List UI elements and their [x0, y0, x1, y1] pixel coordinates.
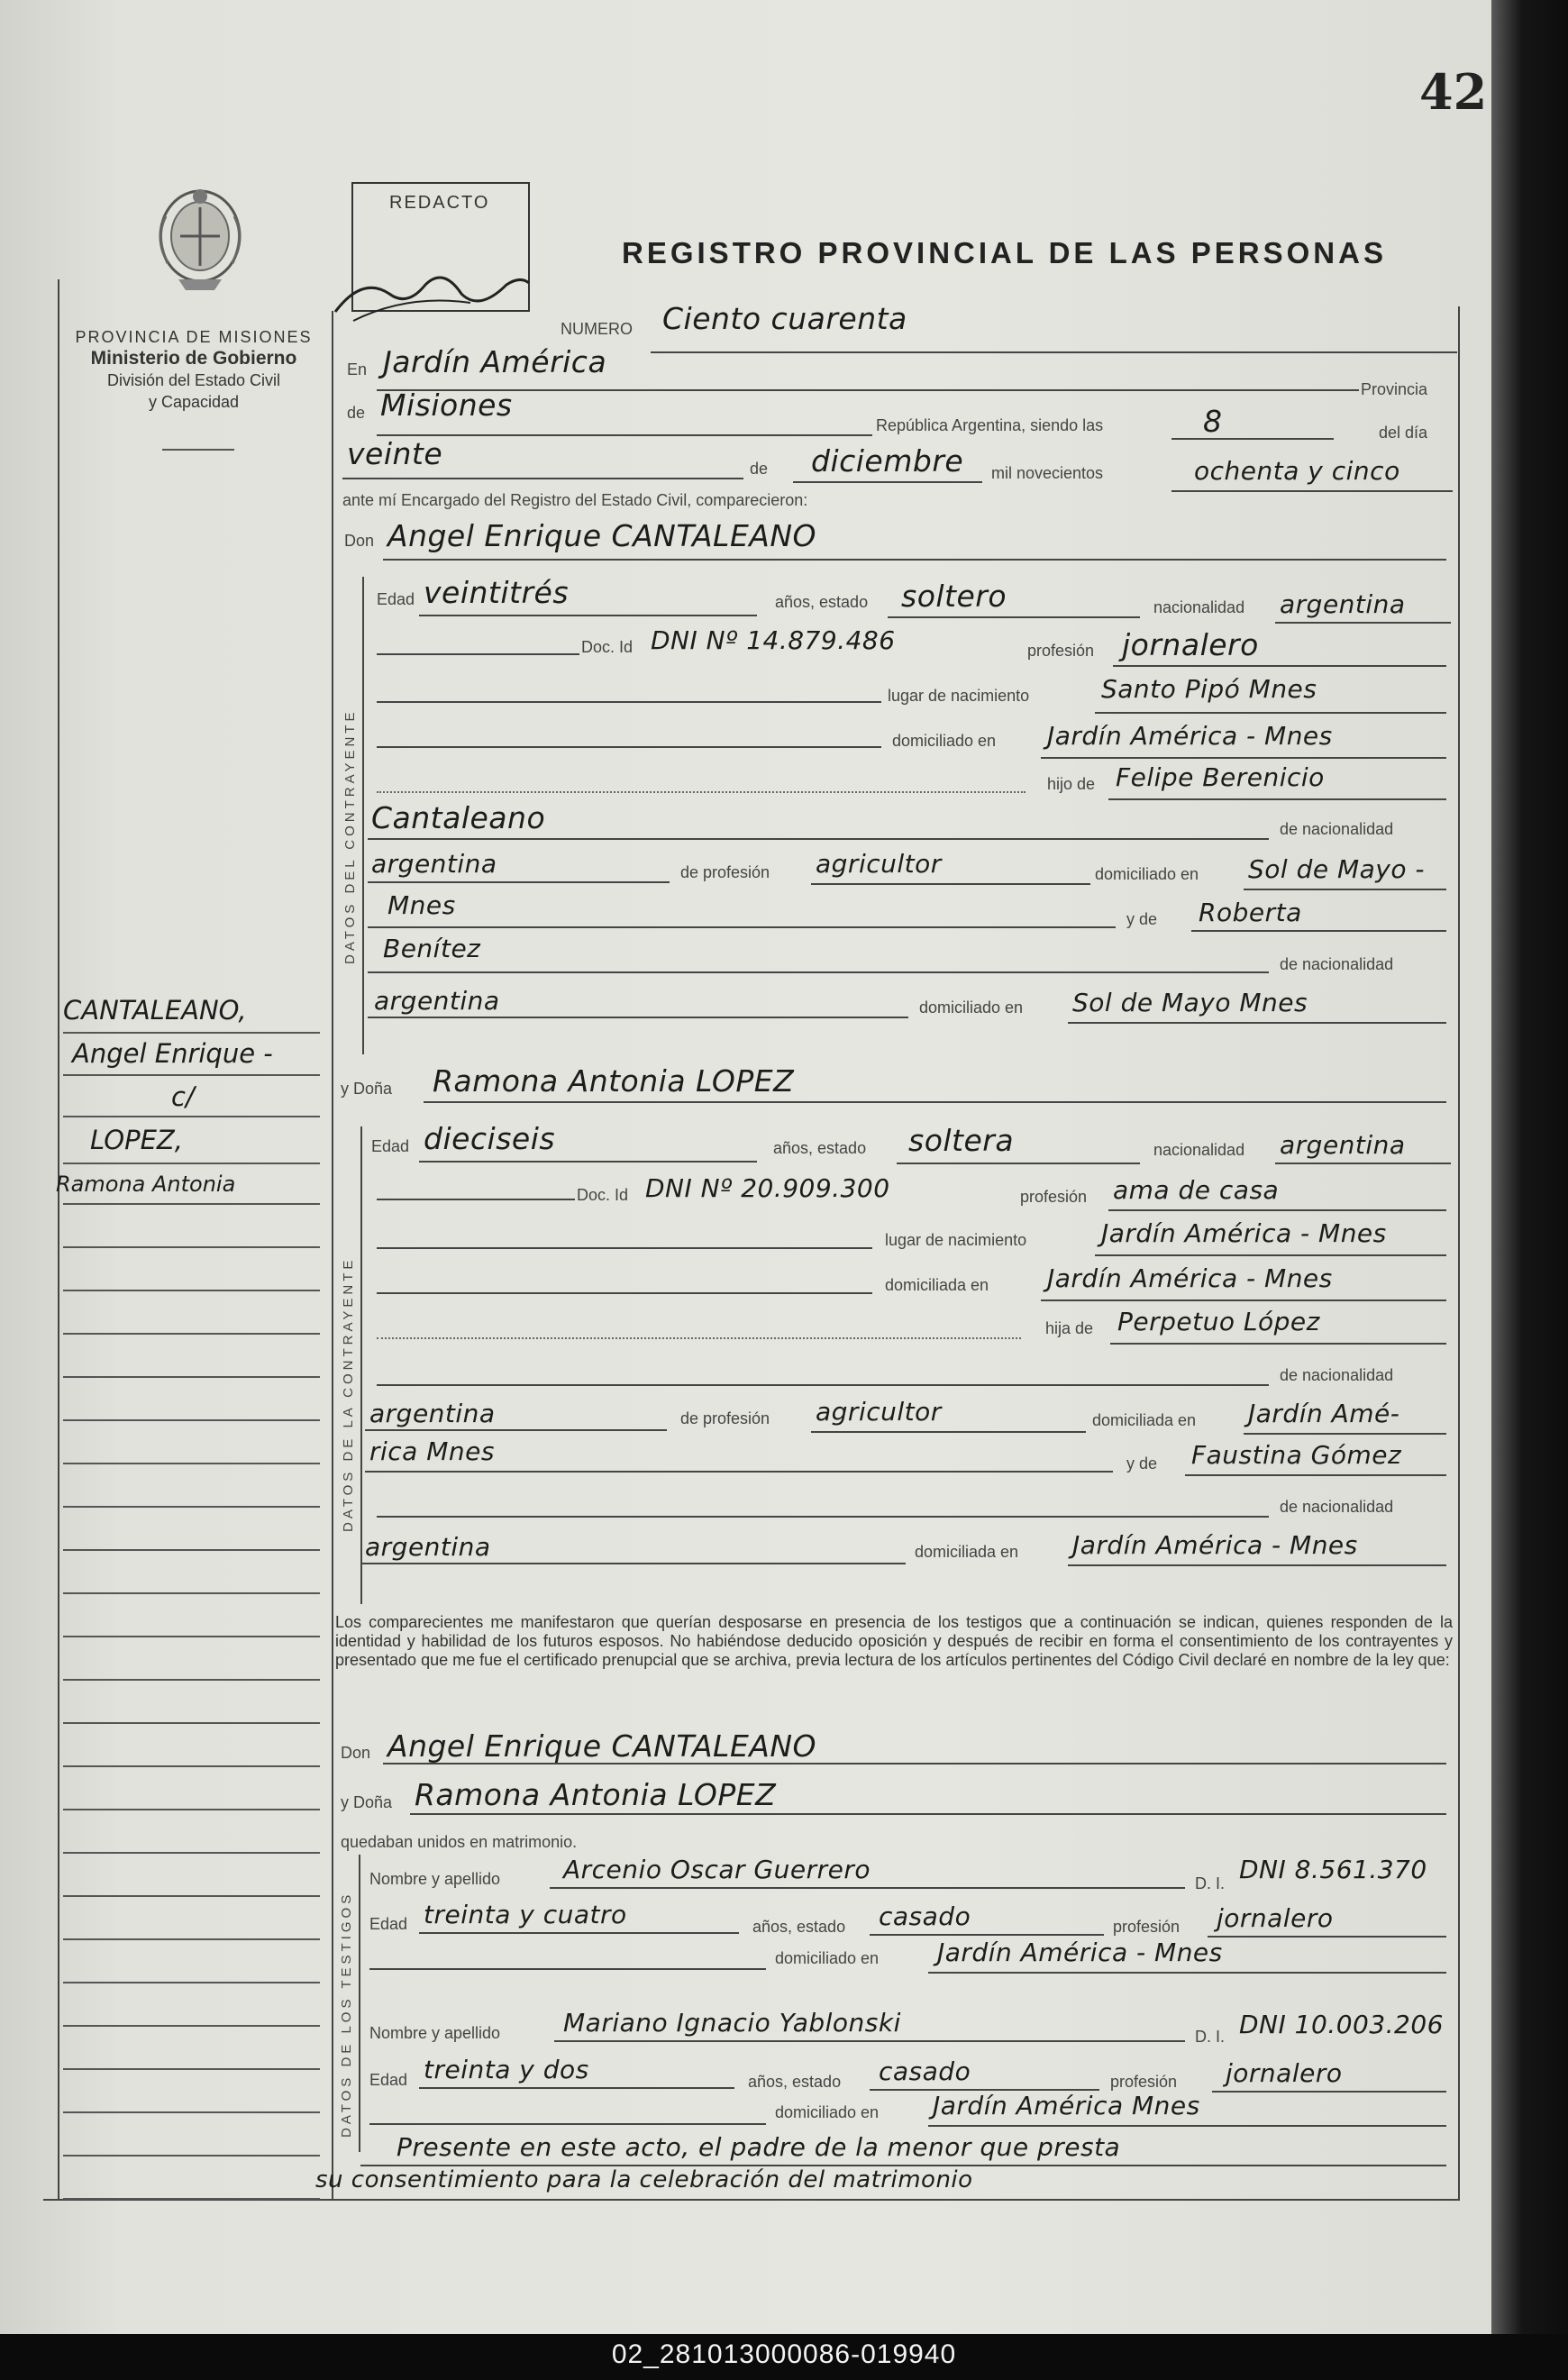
- ministry-block: [63, 326, 324, 413]
- margin-rule: [63, 1506, 320, 1508]
- divider: [888, 616, 1140, 618]
- divider: [365, 1429, 667, 1431]
- margin-rule: [63, 2155, 320, 2157]
- divider: [383, 1763, 1446, 1764]
- witness1-name: Arcenio Oscar Guerrero: [563, 1855, 871, 1884]
- nombre-apellido-label: Nombre y apellido: [369, 2024, 501, 2042]
- divider: [377, 1516, 1269, 1518]
- groom-nationality: argentina: [1280, 589, 1406, 619]
- page-title: REGISTRO PROVINCIAL DE LAS PERSONAS: [622, 236, 1387, 269]
- divider: [419, 615, 757, 616]
- bride-doc: DNI Nº 20.909.300: [645, 1173, 890, 1203]
- de-profesion-label: de profesión: [680, 1409, 770, 1427]
- groom-father-first: Felipe Berenicio: [1116, 762, 1325, 792]
- divider: [793, 481, 982, 483]
- margin-rule: [63, 2068, 320, 2070]
- en-label: En: [347, 360, 368, 378]
- witness2-age: treinta y dos: [424, 2055, 589, 2084]
- divider: [419, 1932, 739, 1934]
- province-label: PROVINCIA DE MISIONES: [75, 328, 313, 346]
- domiciliado-en-label: domiciliado en: [919, 999, 1024, 1017]
- witness2-status: casado: [879, 2056, 971, 2086]
- divider: [377, 746, 881, 748]
- divider: [1068, 1022, 1446, 1024]
- signature: [326, 258, 533, 330]
- divider: [377, 653, 579, 655]
- divider: [377, 1384, 1269, 1386]
- margin-rule: [63, 1852, 320, 1854]
- edad-label: Edad: [371, 1137, 410, 1155]
- margin-rule: [63, 1246, 320, 1248]
- de-label: de: [347, 404, 366, 422]
- di-label: D. I.: [1195, 2028, 1226, 2046]
- divider: [63, 1116, 320, 1117]
- divider: [651, 351, 1457, 353]
- margin-rule: [63, 1679, 320, 1681]
- anos-estado-label: años, estado: [775, 593, 869, 611]
- declared-groom: Angel Enrique CANTALEANO: [387, 1728, 817, 1764]
- groom-birthplace: Santo Pipó Mnes: [1101, 674, 1317, 704]
- edad-label: Edad: [369, 1915, 408, 1933]
- footer-identifier: 02_281013000086-019940: [611, 2339, 957, 2369]
- estado-label: años, estado: [748, 2073, 842, 2091]
- profesion-label: profesión: [1027, 642, 1095, 660]
- groom-mother-last: Benítez: [383, 934, 481, 963]
- witness1-age: treinta y cuatro: [424, 1900, 627, 1929]
- nacionalidad-label: nacionalidad: [1153, 1141, 1245, 1159]
- legal-paragraph: Los comparecientes me manifestaron que querían desposarse en presencia de los testigos que a continuación se indican, quienes responden de la identidad y habilidad de los futuros esposos. No habiéndose deducido oposición y después de recibir en forma el consentimiento de los contrayentes y presentado que me fue el certificado prenupcial que se archiva, previa lectura de los artículos pertinentes del Código Civil declaré en nombre de la ley que:: [335, 1613, 1453, 1669]
- margin-given-1: Angel Enrique -: [72, 1038, 273, 1069]
- nacionalidad-label: nacionalidad: [1153, 598, 1245, 616]
- groom-mother-address: Sol de Mayo Mnes: [1072, 988, 1308, 1017]
- ante-mi-label: ante mí Encargado del Registro del Estado Civil, comparecieron:: [342, 491, 808, 509]
- margin-rule: [63, 1982, 320, 1983]
- witness-section-border: [359, 1855, 360, 2152]
- divider: [1108, 798, 1446, 800]
- divider: [368, 926, 1116, 928]
- division-label: División del Estado Civil: [106, 371, 281, 389]
- page-number: 42: [1419, 63, 1488, 121]
- capacity-label: y Capacidad: [148, 393, 240, 411]
- nombre-apellido-label: Nombre y apellido: [369, 1870, 501, 1888]
- divider: [554, 2040, 1185, 2042]
- witness1-id: DNI 8.561.370: [1239, 1855, 1427, 1884]
- de-profesion-label: de profesión: [680, 863, 770, 881]
- quedaban-label: quedaban unidos en matrimonio.: [341, 1833, 578, 1851]
- witness1-profession: jornalero: [1217, 1903, 1334, 1933]
- divider: [1171, 490, 1453, 492]
- divider: [377, 389, 1359, 391]
- bride-status: soltera: [908, 1123, 1015, 1158]
- witness2-profession: jornalero: [1226, 2058, 1343, 2088]
- divider: [369, 1968, 766, 1970]
- datos-la-contrayente-label: DATOS DE LA CONTRAYENTE: [341, 1256, 356, 1532]
- divider: [377, 434, 872, 436]
- divider: [928, 1972, 1446, 1974]
- hour-value: 8: [1203, 404, 1223, 439]
- di-label: D. I.: [1195, 1874, 1226, 1892]
- doc-id-label: Doc. Id: [577, 1186, 629, 1204]
- de-nacionalidad-label: de nacionalidad: [1280, 1366, 1394, 1384]
- domiciliada-en-label: domiciliada en: [915, 1543, 1019, 1561]
- de-nacionalidad-label: de nacionalidad: [1280, 1498, 1394, 1516]
- divider: [63, 1032, 320, 1034]
- margin-rule: [63, 1376, 320, 1378]
- declared-bride: Ramona Antonia LOPEZ: [415, 1777, 777, 1812]
- divider: [162, 449, 234, 451]
- bride-nationality: argentina: [1280, 1130, 1406, 1160]
- edad-label: Edad: [377, 590, 415, 608]
- provincial-seal-icon: [146, 180, 254, 297]
- divider: [365, 1471, 1113, 1473]
- margin-rule: [63, 1938, 320, 1940]
- divider: [63, 1074, 320, 1076]
- form-left-border: [332, 311, 333, 2199]
- domiciliado-label: domiciliado en: [775, 1949, 880, 1967]
- divider: [369, 2123, 766, 2125]
- margin-rule: [63, 2025, 320, 2027]
- book-spine: [1491, 0, 1568, 2334]
- divider: [377, 1292, 872, 1294]
- divider: [377, 791, 1026, 793]
- bride-section-border: [360, 1126, 362, 1604]
- profesion-label: profesión: [1020, 1188, 1088, 1206]
- bride-profession: ama de casa: [1113, 1175, 1280, 1205]
- divider: [1068, 1564, 1446, 1566]
- margin-rule: [63, 1722, 320, 1724]
- divider: [342, 478, 743, 479]
- day-value: veinte: [347, 436, 443, 471]
- divider: [377, 701, 881, 703]
- bride-father: Perpetuo López: [1117, 1307, 1320, 1336]
- divider: [1110, 1343, 1446, 1345]
- don-label: Don: [344, 532, 375, 550]
- divider: [1244, 1433, 1446, 1435]
- en-value: Jardín América: [383, 344, 607, 379]
- margin-surname-1: CANTALEANO,: [63, 995, 247, 1026]
- witness1-address: Jardín América - Mnes: [937, 1938, 1223, 1967]
- domiciliado-label: domiciliado en: [892, 732, 997, 750]
- groom-father-address-a: Sol de Mayo -: [1248, 854, 1426, 884]
- margin-rule: [63, 1419, 320, 1421]
- margin-rule: [63, 1463, 320, 1464]
- divider: [1244, 889, 1446, 890]
- margin-conjunction: c/: [171, 1081, 195, 1112]
- divider: [1275, 622, 1451, 624]
- divider: [63, 1163, 320, 1164]
- province-value: Misiones: [380, 388, 513, 423]
- groom-father-address-b: Mnes: [387, 890, 456, 920]
- divider: [377, 1337, 1021, 1339]
- year-value: ochenta y cinco: [1194, 456, 1400, 486]
- divider: [1095, 712, 1446, 714]
- witness1-status: casado: [879, 1901, 971, 1931]
- republica-label: República Argentina, siendo las: [876, 416, 1104, 434]
- groom-father-profession: agricultor: [816, 849, 942, 879]
- bride-mother: Faustina Gómez: [1191, 1440, 1402, 1470]
- bride-mother-nationality: argentina: [365, 1532, 491, 1562]
- y-dona-label: y Doña: [341, 1080, 393, 1098]
- divider: [410, 1813, 1446, 1815]
- mil-novecientos-label: mil novecientos: [991, 464, 1104, 482]
- divider: [1108, 1209, 1446, 1211]
- groom-mother-nationality: argentina: [374, 986, 500, 1016]
- y-de-label: y de: [1126, 1454, 1158, 1473]
- divider: [360, 1563, 906, 1564]
- margin-rule: [63, 1636, 320, 1637]
- de-nacionalidad-label: de nacionalidad: [1280, 955, 1394, 973]
- edad-label: Edad: [369, 2071, 408, 2089]
- divider: [1275, 1163, 1451, 1164]
- margin-rule: [63, 1592, 320, 1594]
- ministry-label: Ministerio de Gobierno: [90, 348, 297, 369]
- divider: [870, 1934, 1104, 1936]
- divider: [1212, 2091, 1446, 2093]
- estado-label: años, estado: [752, 1918, 846, 1936]
- bride-father-address-a: Jardín Amé-: [1248, 1399, 1400, 1428]
- margin-rule: [63, 1549, 320, 1551]
- domiciliado-en-label: domiciliada en: [1092, 1411, 1197, 1429]
- don-label: Don: [341, 1744, 371, 1762]
- divider: [383, 559, 1446, 561]
- form-right-border: [1458, 306, 1460, 2199]
- bride-name: Ramona Antonia LOPEZ: [433, 1063, 795, 1099]
- divider: [897, 1163, 1140, 1164]
- divider: [550, 1887, 1185, 1889]
- groom-name: Angel Enrique CANTALEANO: [387, 518, 817, 553]
- bride-father-address-b: rica Mnes: [369, 1436, 495, 1466]
- divider: [368, 1017, 908, 1018]
- bride-father-profession: agricultor: [816, 1397, 942, 1427]
- divider: [1171, 438, 1334, 440]
- divider: [1095, 1254, 1446, 1256]
- left-border: [58, 279, 59, 2199]
- divider: [419, 1161, 757, 1163]
- datos-testigos-label: DATOS DE LOS TESTIGOS: [339, 1891, 354, 2138]
- groom-status: soltero: [901, 579, 1007, 614]
- groom-father-nationality: argentina: [371, 849, 497, 879]
- redacto-label: REDACTO: [389, 193, 490, 213]
- divider: [377, 1247, 872, 1249]
- witness2-name: Mariano Ignacio Yablonski: [563, 2008, 901, 2038]
- divider: [368, 838, 1269, 840]
- bride-address: Jardín América - Mnes: [1047, 1263, 1333, 1293]
- divider: [368, 971, 1269, 973]
- groom-doc: DNI Nº 14.879.486: [651, 625, 896, 655]
- divider: [811, 1431, 1086, 1433]
- numero-value: Ciento cuarenta: [662, 301, 907, 336]
- month-value: diciembre: [811, 443, 964, 479]
- divider: [419, 2087, 734, 2089]
- bride-birthplace: Jardín América - Mnes: [1101, 1218, 1387, 1248]
- domiciliada-label: domiciliada en: [885, 1276, 989, 1294]
- note-line-1: Presente en este acto, el padre de la menor que presta: [397, 2132, 1121, 2162]
- divider: [1185, 1474, 1446, 1476]
- divider: [1041, 757, 1446, 759]
- margin-rule: [63, 2198, 320, 2200]
- doc-id-label: Doc. Id: [581, 638, 634, 656]
- margin-given-2: Ramona Antonia: [56, 1172, 236, 1197]
- margin-rule: [63, 1333, 320, 1335]
- margin-rule: [63, 1765, 320, 1767]
- groom-address: Jardín América - Mnes: [1047, 721, 1333, 751]
- margin-rule: [63, 1809, 320, 1810]
- witness2-id: DNI 10.003.206: [1239, 2010, 1444, 2039]
- bride-father-nationality: argentina: [369, 1399, 496, 1428]
- del-dia-label: del día: [1379, 424, 1428, 442]
- divider: [377, 1199, 575, 1200]
- margin-rule: [63, 2111, 320, 2113]
- domiciliado-en-label: domiciliado en: [1095, 865, 1199, 883]
- hijo-de-label: hijo de: [1047, 775, 1096, 793]
- note-line-2: su consentimiento para la celebración del matrimonio: [315, 2166, 973, 2193]
- numero-label: NUMERO: [561, 320, 633, 338]
- lugar-nacimiento-label: lugar de nacimiento: [885, 1231, 1027, 1249]
- divider: [1113, 665, 1446, 667]
- divider: [811, 883, 1090, 885]
- divider: [1208, 1936, 1446, 1938]
- margin-rule: [63, 1203, 320, 1205]
- divider: [928, 2125, 1446, 2127]
- groom-father-last: Cantaleano: [371, 800, 546, 835]
- margin-surname-2: LOPEZ,: [90, 1125, 183, 1155]
- divider: [368, 881, 670, 883]
- bride-mother-address: Jardín América - Mnes: [1072, 1530, 1358, 1560]
- profesion-label: profesión: [1113, 1918, 1181, 1936]
- de-nacionalidad-label: de nacionalidad: [1280, 820, 1394, 838]
- profesion-label: profesión: [1110, 2073, 1178, 2091]
- provincia-label: Provincia: [1361, 380, 1428, 398]
- groom-age: veintitrés: [424, 575, 570, 610]
- hija-de-label: hija de: [1045, 1319, 1094, 1337]
- groom-mother-first: Roberta: [1199, 898, 1302, 927]
- anos-estado-label: años, estado: [773, 1139, 867, 1157]
- lugar-nacimiento-label: lugar de nacimiento: [888, 687, 1030, 705]
- divider: [1041, 1299, 1446, 1301]
- groom-section-border: [362, 577, 364, 1054]
- domiciliado-label: domiciliado en: [775, 2103, 880, 2121]
- margin-rule: [63, 1290, 320, 1291]
- bride-age: dieciseis: [424, 1121, 556, 1156]
- de-month-label: de: [750, 460, 769, 478]
- groom-profession: jornalero: [1122, 627, 1259, 662]
- y-dona-label: y Doña: [341, 1793, 393, 1811]
- divider: [424, 1101, 1446, 1103]
- datos-contrayente-label: DATOS DEL CONTRAYENTE: [342, 708, 358, 964]
- margin-rule: [63, 1895, 320, 1897]
- divider: [1191, 930, 1446, 932]
- witness2-address: Jardín América Mnes: [933, 2091, 1200, 2120]
- y-de-label: y de: [1126, 910, 1158, 928]
